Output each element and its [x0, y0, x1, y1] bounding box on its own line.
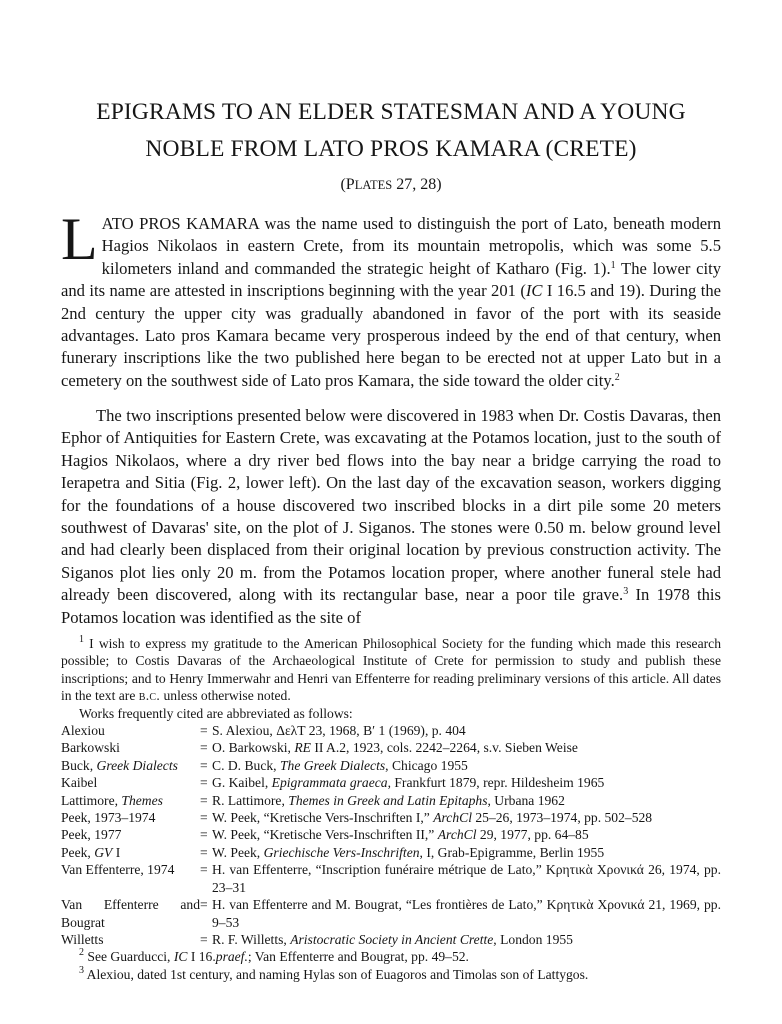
abbreviation-key	[61, 757, 200, 774]
abbreviation-key	[61, 722, 200, 739]
plates-numbers: 27, 28)	[392, 176, 442, 193]
abbreviation-key-italic: Greek Dialects	[96, 757, 178, 773]
reference-pre: S. Alexiou, ΔελT 23, 1968, B′ 1 (1969), p. 404	[212, 723, 466, 739]
equals-sign: =	[200, 792, 208, 808]
reference-em: Griechische Vers-Inschriften	[263, 844, 420, 860]
reference-pre: W. Peek, “Kretische Vers-Inschriften II,”	[212, 827, 438, 843]
equals-sign: =	[200, 862, 208, 878]
abbreviation-key-text: Alexiou	[61, 723, 105, 739]
p2-text-a: The two inscriptions presented below were discovered in 1983 when Dr. Costis Davaras, then Ephor of Antiquities for Eastern Crete, was excavating at the Potamos location, just to the south of Hagios Nikolaos, where a dry river bed flows into the bay near a bridge carrying the road to Ierapetra and Sitia (Fig. 2, lower left). On the last day of the excavation season, workers digging for the foundations of a house discovered two inscribed blocks in a dirt pile some 20 meters southwest of Davaras' site, on the plot of J. Siganos. The stones were 0.50 m. below ground level and had clearly been displaced from their original location by previous construction activity. The Siganos plot lies only 20 m. from the Potamos location proper, where another funeral stele had already been discovered, along with its rectangular base, near a poor tile grave.	[61, 406, 721, 605]
reference-pre: H. van Effenterre and M. Bougrat, “Les frontières de Lato,” Κρητικὰ Χρονικά 21, 1969, pp. 9–53	[212, 897, 721, 930]
reference-em: Themes in Greek and Latin Epitaphs	[288, 792, 488, 808]
reference-em: Aristocratic Society in Ancient Crette	[290, 931, 494, 947]
abbreviation-row	[61, 826, 721, 843]
abbreviation-key-text: Buck,	[61, 757, 97, 773]
drop-cap: L	[61, 206, 98, 272]
p1-text-a: ATO PROS KAMARA was the name used to distinguish the port of Lato, beneath modern Hagios Nikolaos in eastern Crete, from its mountain metropolis, which was some 5.5 kilometers inland and commanded the strategic height of Katharo (Fig. 1).	[101, 214, 721, 278]
abbreviation-key-text: Van Effenterre, 1974	[61, 862, 175, 878]
footnote-1-text: I wish to express my gratitude to the American Philosophical Society for the funding which made this research possible; to Costis Davaras of the Archaeological Institute of Crete for permission to study and publish these inscriptions; and to Henry Immerwahr and Henri van Effenterre for reading preliminary versions of this article. All dates in the text are	[61, 636, 721, 704]
abbreviation-row	[61, 861, 721, 896]
abbreviation-reference	[212, 739, 721, 756]
abbreviation-key	[61, 792, 200, 809]
reference-em: RE	[294, 740, 311, 756]
reference-post: , I, Grab-Epigramme, Berlin 1955	[419, 844, 605, 860]
abbreviation-reference	[212, 896, 721, 931]
abbreviation-key-text: Van Effenterre and Bougrat	[61, 897, 200, 930]
footnote-1	[61, 635, 721, 705]
abbreviation-key	[61, 896, 200, 931]
abbreviation-reference	[212, 792, 721, 809]
footnote-2-b: I 16.	[187, 949, 216, 965]
abbreviation-row	[61, 774, 721, 791]
abbreviation-reference	[212, 826, 721, 843]
abbreviation-row	[61, 792, 721, 809]
abbreviation-key-text: Kaibel	[61, 775, 98, 791]
plates-reference	[0, 176, 782, 194]
abbreviation-key	[61, 809, 200, 826]
abbreviation-reference	[212, 757, 721, 774]
equals-sign: =	[200, 757, 208, 773]
footnote-3-text: Alexiou, dated 1st century, and naming Hylas son of Euagoros and Timolas son of Lattygos.	[84, 966, 589, 982]
footnote-2-ic: IC	[173, 949, 188, 965]
footnote-3-mark: 3	[79, 964, 84, 976]
article-title-line-2: NOBLE FROM LATO PROS KAMARA (CRETE)	[145, 136, 637, 162]
abbreviation-key-italic: GV	[94, 844, 113, 860]
abbreviation-key-text: Lattimore,	[61, 792, 122, 808]
reference-pre: R. F. Willetts,	[212, 931, 291, 947]
footnote-1-tail: unless otherwise noted.	[160, 688, 291, 704]
abbreviation-key-italic: Themes	[121, 792, 163, 808]
footnote-2-praef: praef.	[215, 949, 248, 965]
equals-sign: =	[200, 897, 208, 913]
body-paragraph-1	[61, 206, 721, 392]
abbreviation-key-text: Peek, 1977	[61, 827, 122, 843]
works-cited-intro: Works frequently cited are abbreviated as follows:	[79, 705, 353, 721]
footnote-ref-1[interactable]: 1	[610, 259, 616, 271]
reference-pre: W. Peek, “Kretische Vers-Inschriften I,”	[212, 810, 434, 826]
body-paragraph-2	[61, 405, 721, 629]
equals-sign: =	[200, 827, 208, 843]
reference-pre: H. van Effenterre, “Inscription funéraire métrique de Lato,” Κρητικὰ Χρονικά 26, 1974, pp. 23–31	[212, 862, 721, 895]
p1-text-b: The lower city and its name are attested in inscriptions beginning with the year 201 (	[61, 258, 721, 301]
abbreviation-key-text: Barkowski	[61, 740, 120, 756]
reference-post: II A.2, 1923, cols. 2242–2264, s.v. Sieben Weise	[310, 740, 578, 756]
abbreviation-row	[61, 722, 721, 739]
reference-pre: G. Kaibel,	[212, 775, 272, 791]
abbreviation-reference	[212, 931, 721, 948]
equals-sign: =	[200, 723, 208, 739]
p1-ic-abbrev: IC	[525, 281, 543, 301]
footnote-ref-3[interactable]: 3	[623, 586, 629, 598]
reference-pre: W. Peek,	[212, 844, 264, 860]
abbreviation-reference	[212, 809, 721, 826]
abbreviation-reference	[212, 861, 721, 896]
abbreviation-row	[61, 809, 721, 826]
abbreviation-reference	[212, 722, 721, 739]
footnote-ref-2[interactable]: 2	[614, 371, 620, 383]
reference-post: 25–26, 1973–1974, pp. 502–528	[471, 810, 653, 826]
footnote-2	[61, 948, 721, 965]
reference-post: 29, 1977, pp. 64–85	[476, 827, 589, 843]
equals-sign: =	[200, 775, 208, 791]
equals-sign: =	[200, 844, 208, 860]
plates-smallcaps: LATES	[354, 178, 393, 192]
reference-pre: R. Lattimore,	[212, 792, 289, 808]
abbreviations-table	[61, 722, 721, 948]
abbreviation-key	[61, 774, 200, 791]
abbreviation-key	[61, 861, 200, 896]
abbreviation-row	[61, 757, 721, 774]
footnote-2-c: ; Van Effenterre and Bougrat, pp. 49–52.	[247, 949, 469, 965]
abbreviation-key-text: Willetts	[61, 931, 104, 947]
abbreviation-key	[61, 826, 200, 843]
abbreviation-key-tail: I	[112, 844, 121, 860]
footnote-2-a: See Guarducci,	[84, 949, 174, 965]
plates-open: (P	[340, 176, 355, 193]
abbreviation-row	[61, 896, 721, 931]
footnote-1-bc: b.c.	[138, 688, 161, 704]
abbreviation-key	[61, 844, 200, 861]
reference-post: , Chicago 1955	[385, 757, 468, 773]
article-title-line-1: EPIGRAMS TO AN ELDER STATESMAN AND A YOUNG	[96, 99, 686, 125]
abbreviation-row	[61, 739, 721, 756]
equals-sign: =	[200, 740, 208, 756]
reference-em: ArchCl	[437, 827, 477, 843]
abbreviation-key	[61, 739, 200, 756]
abbreviation-reference	[212, 774, 721, 791]
abbreviation-row	[61, 931, 721, 948]
p1-text-c: I 16.5 and 19). During the 2nd century the upper city was gradually abandoned in favor of the port with its seaside advantages. Lato pros Kamara became very prosperous indeed by the end of that century, when funerary inscriptions like the two published here began to be erected not at upper Lato but in a cemetery on the southwest side of Lato pros Kamara, the side toward the older city.	[61, 281, 721, 390]
footnote-3	[61, 966, 721, 983]
abbreviation-key	[61, 931, 200, 948]
footnote-2-mark: 2	[79, 947, 84, 959]
footnote-1-mark: 1	[79, 634, 84, 645]
abbreviation-row	[61, 844, 721, 861]
reference-pre: O. Barkowski,	[212, 740, 295, 756]
reference-em: The Greek Dialects	[279, 757, 386, 773]
footnotes-section	[61, 635, 721, 983]
equals-sign: =	[200, 931, 208, 947]
reference-post: , London 1955	[493, 931, 573, 947]
abbreviation-key-text: Peek, 1973–1974	[61, 810, 156, 826]
p2-text-b: In 1978 this Potamos location was identified as the site of	[61, 585, 721, 627]
abbreviation-key-text: Peek,	[61, 844, 95, 860]
reference-pre: C. D. Buck,	[212, 757, 280, 773]
reference-post: , Urbana 1962	[487, 792, 565, 808]
abbreviation-reference	[212, 844, 721, 861]
reference-em: Epigrammata graeca	[271, 775, 388, 791]
equals-sign: =	[200, 810, 208, 826]
reference-post: , Frankfurt 1879, repr. Hildesheim 1965	[387, 775, 605, 791]
reference-em: ArchCl	[433, 810, 472, 826]
